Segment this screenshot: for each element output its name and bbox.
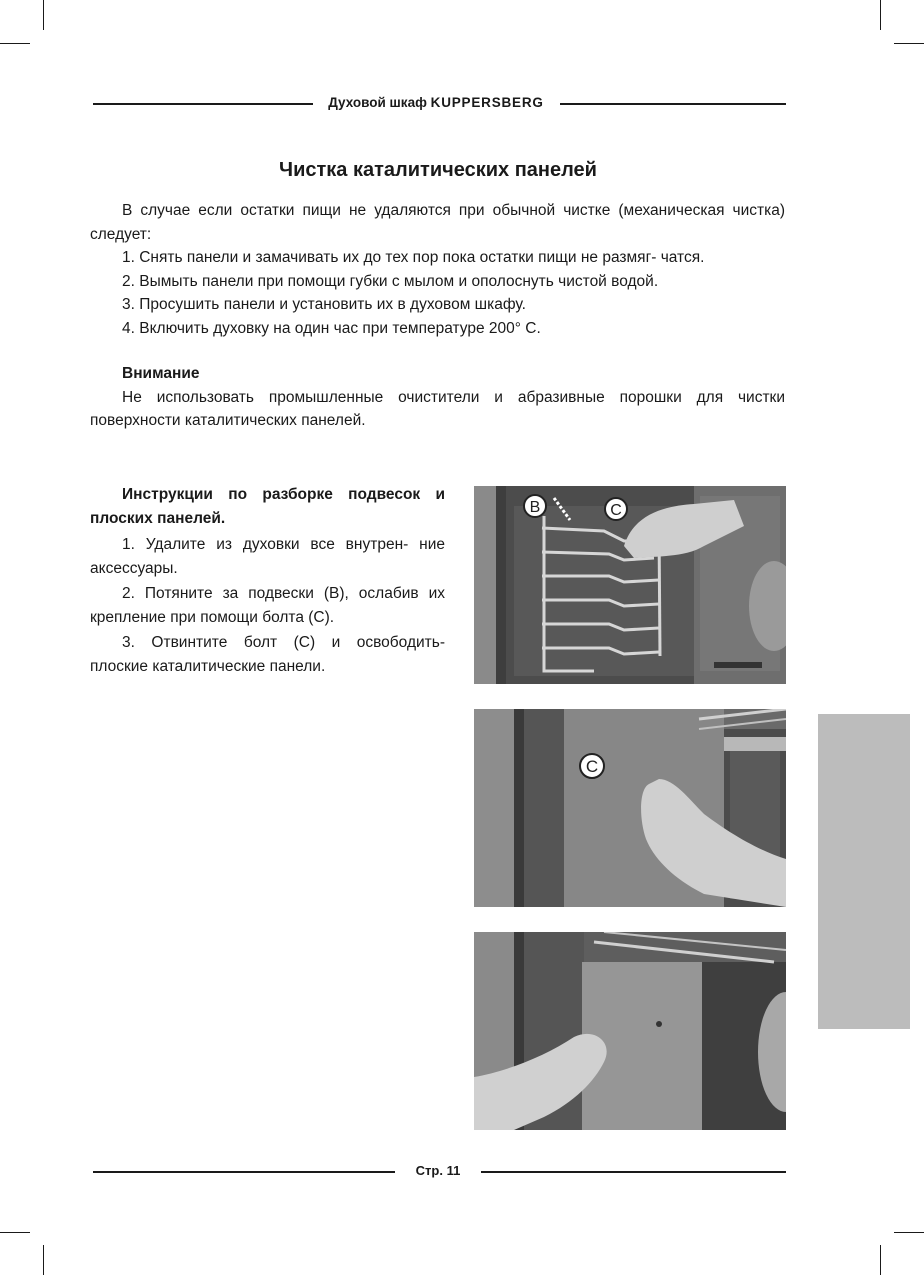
footer-rule-right xyxy=(481,1171,786,1173)
warning-heading: Внимание xyxy=(122,365,200,382)
warning-text: Не использовать промышленные очистители и абразивные порошки для чистки поверхности каталитических панелей. xyxy=(90,388,785,429)
intro-step: 4. Включить духовку на один час при температуре 200° С. xyxy=(122,319,541,337)
header-rule-left xyxy=(93,103,313,105)
crop-mark xyxy=(894,43,924,44)
intro-section xyxy=(90,199,785,433)
instructions-section xyxy=(90,483,445,678)
crop-mark xyxy=(880,1245,881,1275)
footer-rule-left xyxy=(93,1171,395,1173)
header-prefix: Духовой шкаф xyxy=(328,95,431,110)
crop-mark xyxy=(880,0,881,30)
page-title: Чистка каталитических панелей xyxy=(279,159,597,181)
photo-bolt-loosening xyxy=(474,709,786,907)
photo-hangers-removal xyxy=(474,486,786,684)
instruction-step: 1. Удалите из духовки все внутрен- ние аксессуары. xyxy=(90,536,445,577)
header-rule-right xyxy=(560,103,786,105)
crop-mark xyxy=(894,1232,924,1233)
photo-1-illustration xyxy=(474,486,786,684)
instructions-heading: Инструкции по разборке подвесок и плоских панелей. xyxy=(90,486,445,527)
page-number: Стр. 11 xyxy=(415,1163,461,1178)
intro-step: 2. Вымыть панели при помощи губки с мылом и ополоснуть чистой водой. xyxy=(122,272,659,290)
photo-panel-removal xyxy=(474,932,786,1130)
photo-3-illustration xyxy=(474,932,786,1130)
intro-step: 1. Снять панели и замачивать их до тех пор пока остатки пищи не размяг- чатся. xyxy=(122,249,705,266)
label-c-marker: C xyxy=(610,502,622,519)
crop-mark xyxy=(0,43,30,44)
crop-mark xyxy=(0,1232,30,1233)
crop-mark xyxy=(43,0,44,30)
header-brand: KUPPERSBERG xyxy=(430,95,544,110)
crop-mark xyxy=(43,1245,44,1275)
instruction-step: 3. Отвинтите болт (С) и освободить- плоские каталитические панели. xyxy=(90,634,445,675)
side-tab-marker xyxy=(818,714,910,1029)
photo-2-illustration xyxy=(474,709,786,907)
intro-lead: В случае если остатки пищи не удаляются при обычной чистке (механическая чистка) следует: xyxy=(90,202,785,243)
label-b-marker: B xyxy=(529,499,541,516)
running-header xyxy=(316,95,556,110)
instruction-step: 2. Потяните за подвески (В), ослабив их крепление при помощи болта (С). xyxy=(90,585,445,626)
label-c-marker: C xyxy=(585,757,599,776)
intro-step: 3. Просушить панели и установить их в духовом шкафу. xyxy=(122,296,526,313)
